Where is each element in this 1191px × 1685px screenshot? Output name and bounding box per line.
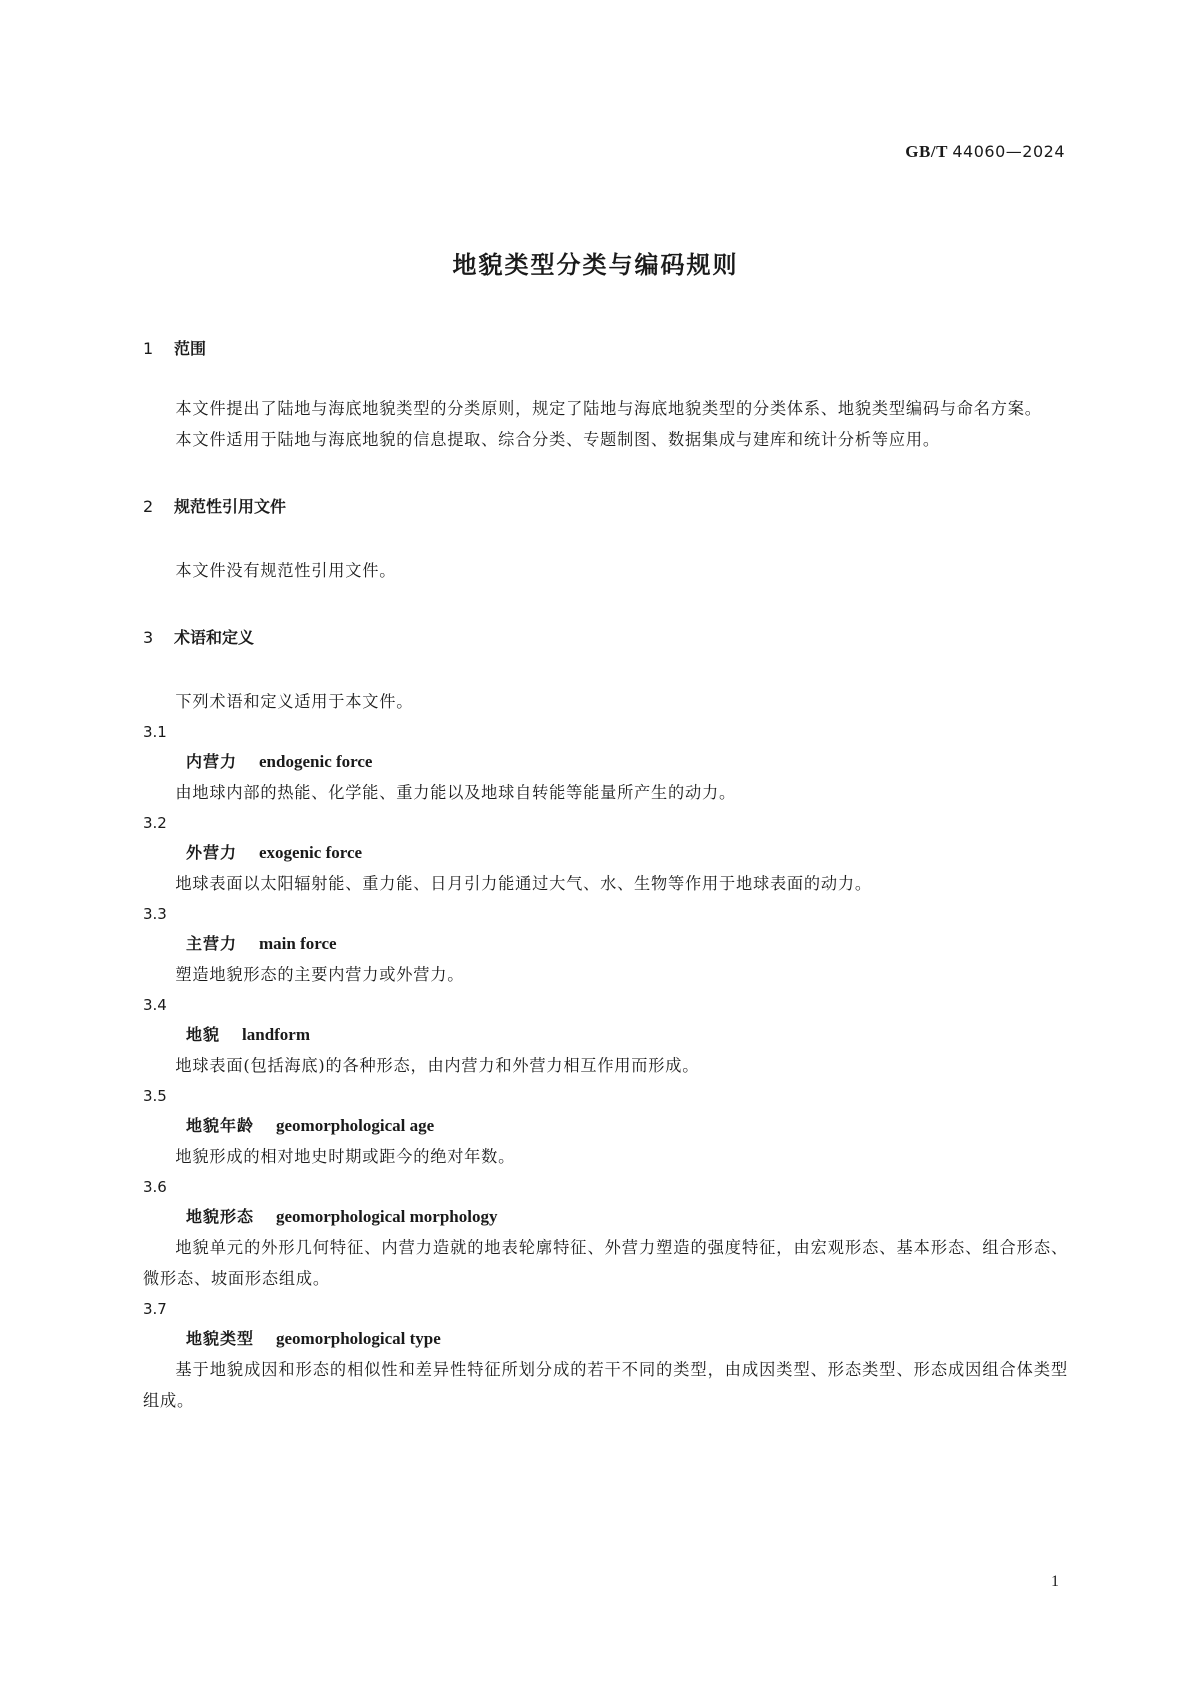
term-english: endogenic force (259, 752, 373, 771)
term-chinese: 外营力 (186, 843, 238, 862)
term-line (143, 1202, 1068, 1232)
section-title: 范围 (174, 339, 207, 358)
term-line (143, 838, 1068, 868)
term-number: 3.2 (143, 814, 167, 832)
paragraph: 下列术语和定义适用于本文件。 (175, 692, 414, 711)
document-title: 地貌类型分类与编码规则 (452, 251, 739, 279)
term-line (143, 1111, 1068, 1141)
term-entry (143, 717, 1068, 808)
term-number: 3.3 (143, 905, 167, 923)
term-number: 3.4 (143, 996, 167, 1014)
paragraph: 本文件适用于陆地与海底地貌的信息提取、综合分类、专题制图、数据集成与建库和统计分析等应用。 (175, 430, 940, 449)
term-number: 3.7 (143, 1300, 167, 1318)
section-number: 2 (143, 497, 154, 516)
section-number: 1 (143, 339, 154, 358)
standard-prefix: GB/T (905, 142, 948, 161)
term-definition: 地球表面(包括海底)的各种形态，由内营力和外营力相互作用而形成。 (175, 1056, 700, 1075)
term-line (143, 1324, 1068, 1354)
section-heading-normative-references (143, 493, 1068, 521)
document-body (143, 335, 1068, 1416)
term-number: 3.5 (143, 1087, 167, 1105)
term-entry (143, 1294, 1068, 1416)
term-chinese: 内营力 (186, 752, 238, 771)
term-chinese: 地貌 (186, 1025, 221, 1044)
term-english: landform (242, 1025, 311, 1044)
paragraph: 本文件提出了陆地与海底地貌类型的分类原则，规定了陆地与海底地貌类型的分类体系、地貌类型编码与命名方案。 (175, 399, 1042, 418)
term-chinese: 主营力 (186, 934, 238, 953)
term-definition: 地貌形成的相对地史时期或距今的绝对年数。 (175, 1147, 516, 1166)
term-entry (143, 1172, 1068, 1294)
term-definition: 塑造地貌形态的主要内营力或外营力。 (175, 965, 465, 984)
term-definition: 地貌单元的外形几何特征、内营力造就的地表轮廓特征、外营力塑造的强度特征，由宏观形态、基本形态、组合形态、微形态、坡面形态组成。 (143, 1238, 1068, 1288)
page-number: 1 (1051, 1573, 1059, 1590)
section-heading-scope (143, 335, 1068, 363)
term-chinese: 地貌年龄 (186, 1116, 255, 1135)
standard-code: 44060—2024 (952, 142, 1065, 161)
term-chinese: 地貌类型 (186, 1329, 255, 1348)
term-definition: 地球表面以太阳辐射能、重力能、日月引力能通过大气、水、生物等作用于地球表面的动力。 (175, 874, 872, 893)
term-english: main force (259, 934, 337, 953)
term-line (143, 1020, 1068, 1050)
term-entry (143, 899, 1068, 990)
standard-number (905, 142, 1065, 162)
section-heading-terms (143, 624, 1068, 652)
term-definition: 基于地貌成因和形态的相似性和差异性特征所划分成的若干不同的类型，由成因类型、形态类型、形态成因组合体类型组成。 (143, 1360, 1068, 1410)
term-line (143, 929, 1068, 959)
term-english: geomorphological morphology (276, 1207, 498, 1226)
section-title: 规范性引用文件 (174, 497, 287, 516)
term-definition: 由地球内部的热能、化学能、重力能以及地球自转能等能量所产生的动力。 (175, 783, 736, 802)
term-entry (143, 808, 1068, 899)
term-chinese: 地貌形态 (186, 1207, 255, 1226)
term-english: geomorphological type (276, 1329, 441, 1348)
section-title: 术语和定义 (174, 628, 255, 647)
term-line (143, 747, 1068, 777)
term-entry (143, 990, 1068, 1081)
paragraph: 本文件没有规范性引用文件。 (175, 561, 397, 580)
term-entry (143, 1081, 1068, 1172)
term-english: exogenic force (259, 843, 363, 862)
term-number: 3.1 (143, 723, 167, 741)
term-english: geomorphological age (276, 1116, 435, 1135)
term-number: 3.6 (143, 1178, 167, 1196)
section-number: 3 (143, 628, 154, 647)
